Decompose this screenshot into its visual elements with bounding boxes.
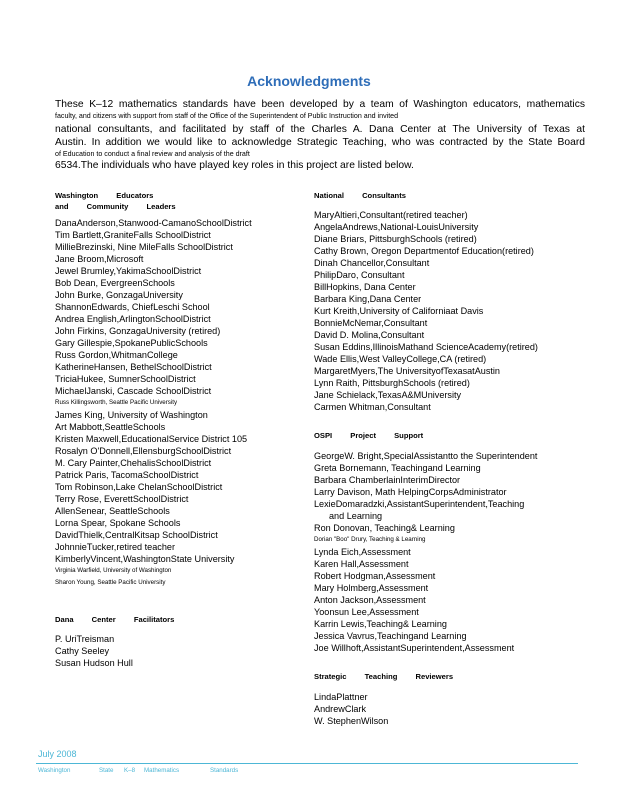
list-item: GeorgeW. Bright,SpecialAssistantto the Superintendent (314, 451, 538, 461)
list-item: Patrick Paris, TacomaSchoolDistrict (55, 470, 199, 480)
ospi-project-support-section (314, 430, 584, 654)
list-item: Terry Rose, EverettSchoolDistrict (55, 494, 189, 504)
list-item: BillHopkins, Dana Center (314, 282, 416, 292)
list-item: James King, University of Washington (55, 410, 208, 420)
list-item: LexieDomaradzki,AssistantSuperintendent,Teaching (314, 499, 525, 509)
list-item: Greta Bornemann, Teachingand Learning (314, 463, 481, 473)
list-item: Anton Jackson,Assessment (314, 595, 426, 605)
intro-line-1: These K–12 mathematics standards have been developed by a team of Washington educators, mathematics (55, 99, 585, 110)
list-item: TriciaHukee, SumnerSchoolDistrict (55, 374, 196, 384)
list-item: Tim Bartlett,GraniteFalls SchoolDistrict (55, 230, 211, 240)
list-item: W. StephenWilson (314, 716, 389, 726)
intro-line-4: Austin. In addition we would like to acknowledge Strategic Teaching, who was contracted by the State Board (55, 137, 585, 148)
list-item: Diane Briars, PittsburghSchools (retired) (314, 234, 477, 244)
list-item: Cathy Seeley (55, 646, 110, 656)
list-item: Jane Schielack,TexasA&MUniversity (314, 390, 462, 400)
list-item: JohnnieTucker,retired teacher (55, 542, 175, 552)
list-item: Gary Gillespie,SpokanePublicSchools (55, 338, 208, 348)
list-item: Kristen Maxwell,EducationalService District 105 (55, 434, 248, 444)
list-item: ShannonEdwards, ChiefLeschi School (55, 302, 210, 312)
list-item: Jessica Vavrus,Teachingand Learning (314, 631, 467, 641)
footer-word: Standards (210, 767, 239, 774)
list-item: Russ Killingsworth, Seattle Pacific University (55, 399, 178, 406)
footer-word: Washington (38, 767, 71, 774)
list-item: Jane Broom,Microsoft (55, 254, 144, 264)
section-heading: Dana Center Facilitators (55, 615, 175, 624)
list-item: Cathy Brown, Oregon Departmentof Education(retired) (314, 246, 534, 256)
list-item: Bob Dean, EvergreenSchools (55, 278, 175, 288)
list-item: David D. Molina,Consultant (314, 330, 425, 340)
list-item: Dinah Chancellor,Consultant (314, 258, 430, 268)
list-item: Barbara King,Dana Center (314, 294, 422, 304)
list-item: Barbara ChamberlainInterimDirector (314, 475, 461, 485)
footer-word: K–8 (124, 767, 136, 774)
list-item: BonnieMcNemar,Consultant (314, 318, 428, 328)
footer-date: July 2008 (38, 749, 77, 759)
list-item: AndrewClark (314, 704, 367, 714)
section-heading: OSPI Project Support (314, 431, 424, 440)
list-item: Karrin Lewis,Teaching& Learning (314, 619, 447, 629)
list-item: Jewel Brumley,YakimaSchoolDistrict (55, 266, 202, 276)
footer-word: State (99, 767, 114, 774)
list-item: Larry Davison, Math HelpingCorpsAdministrator (314, 487, 507, 497)
list-item: Joe Willhoft,AssistantSuperintendent,Assessment (314, 643, 515, 653)
dana-center-section (55, 614, 310, 669)
intro-line-2: faculty, and citizens with support from staff of the Office of the Superintendent of Public Instruction and invited (55, 112, 399, 120)
list-item: MichaelJanski, Cascade SchoolDistrict (55, 386, 212, 396)
list-item: John Firkins, GonzagaUniversity (retired) (55, 326, 221, 336)
section-heading: Washington Educators (55, 191, 154, 200)
list-item: DavidThielk,CentralKitsap SchoolDistrict (55, 530, 218, 540)
list-item: John Burke, GonzagaUniversity (55, 290, 183, 300)
list-item: Andrea English,ArlingtonSchoolDistrict (55, 314, 211, 324)
intro-line-6: 6534.The individuals who have played key roles in this project are listed below. (55, 160, 414, 171)
list-item: Rosalyn O'Donnell,EllensburgSchoolDistrict (55, 446, 232, 456)
list-item: Art Mabbott,SeattleSchools (55, 422, 166, 432)
intro-line-5: of Education to conduct a final review and analysis of the draft (55, 150, 250, 158)
washington-educators-section (55, 190, 310, 589)
list-item: KatherineHansen, BethelSchoolDistrict (55, 362, 212, 372)
list-item: MaryAltieri,Consultant(retired teacher) (314, 210, 468, 220)
list-item: Mary Holmberg,Assessment (314, 583, 429, 593)
list-item: MargaretMyers,The UniversityofTexasatAustin (314, 366, 500, 376)
list-item: P. UriTreisman (55, 634, 115, 644)
footer-rule (36, 763, 578, 764)
list-item: Tom Robinson,Lake ChelanSchoolDistrict (55, 482, 223, 492)
list-item: Dorian "Boo" Drury, Teaching & Learning (314, 536, 426, 543)
list-item: PhilipDaro, Consultant (314, 270, 405, 280)
list-item: Robert Hodgman,Assessment (314, 571, 436, 581)
list-item: LindaPlattner (314, 692, 368, 702)
list-item: Susan Eddins,IllinoisMathand ScienceAcademy(retired) (314, 342, 538, 352)
list-item: Virginia Warfield, University of Washington (55, 567, 172, 574)
footer-word: Mathematics (144, 767, 180, 774)
list-item: Lorna Spear, Spokane Schools (55, 518, 181, 528)
list-item: AngelaAndrews,National-LouisUniversity (314, 222, 479, 232)
list-item: Russ Gordon,WhitmanCollege (55, 350, 178, 360)
list-item: MillieBrezinski, Nine MileFalls SchoolDistrict (55, 242, 233, 252)
national-consultants-section (314, 190, 584, 413)
list-item: Ron Donovan, Teaching& Learning (314, 523, 455, 533)
list-item: and Learning (329, 511, 383, 521)
page-title: Acknowledgments (247, 73, 371, 89)
strategic-teaching-section (314, 671, 584, 727)
list-item: Lynda Eich,Assessment (314, 547, 411, 557)
list-item: Karen Hall,Assessment (314, 559, 409, 569)
section-heading: Strategic Teaching Reviewers (314, 672, 454, 681)
list-item: Lynn Raith, PittsburghSchools (retired) (314, 378, 470, 388)
list-item: Susan Hudson Hull (55, 658, 133, 668)
list-item: Carmen Whitman,Consultant (314, 402, 431, 412)
list-item: Wade Ellis,West ValleyCollege,CA (retired) (314, 354, 487, 364)
list-item: DanaAnderson,Stanwood-CamanoSchoolDistrict (55, 218, 252, 228)
intro-line-3: national consultants, and facilitated by staff of the Charles A. Dana Center at The University of Texas at (55, 124, 585, 135)
section-heading: and Community Leaders (55, 202, 176, 211)
list-item: Sharon Young, Seattle Pacific University (55, 579, 166, 586)
list-item: M. Cary Painter,ChehalisSchoolDistrict (55, 458, 212, 468)
list-item: AllenSenear, SeattleSchools (55, 506, 170, 516)
list-item: Yoonsun Lee,Assessment (314, 607, 419, 617)
list-item: Kurt Kreith,University of Californiaat Davis (314, 306, 484, 316)
list-item: KimberlyVincent,WashingtonState University (55, 554, 235, 564)
section-heading: National Consultants (314, 191, 406, 200)
